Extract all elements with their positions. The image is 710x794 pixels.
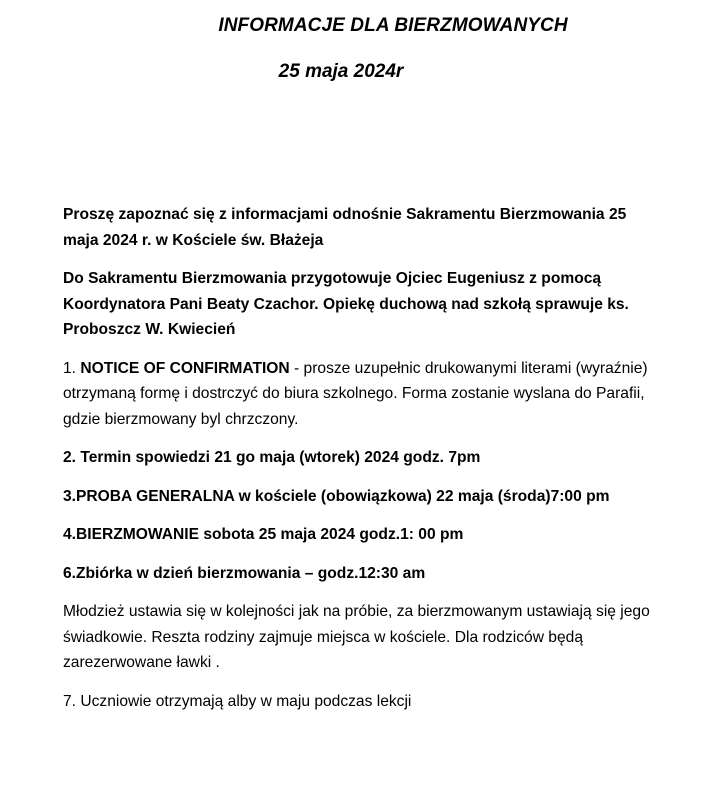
preparation-paragraph: Do Sakramentu Bierzmowania przygotowuje Ojciec Eugeniusz z pomocą Koordynatora Pani Beaty Czachor. Opiekę duchową nad szkołą sprawuje ks. Proboszcz W. Kwiecień: [63, 270, 629, 338]
document-date: 25 maja 2024r: [278, 61, 404, 82]
intro-paragraph: Proszę zapoznać się z informacjami odnośnie Sakramentu Bierzmowania 25 maja 2024 r. w Kościele św. Błażeja: [63, 206, 627, 249]
document-body: [63, 202, 663, 727]
item-3-paragraph: 3.PROBA GENERALNA w kościele (obowiązkowa) 22 maja (środa)7:00 pm: [63, 487, 610, 505]
item-4-paragraph: 4.BIERZMOWANIE sobota 25 maja 2024 godz.1: 00 pm: [63, 526, 464, 543]
document-title: INFORMACJE DLA BIERZMOWANYCH: [218, 15, 568, 36]
item-1-heading: NOTICE OF CONFIRMATION: [80, 359, 290, 377]
item-2-paragraph: 2. Termin spowiedzi 21 go maja (wtorek) 2024 godz. 7pm: [63, 449, 481, 466]
item-1-text: - prosze uzupełnic drukowanymi literami (wyraźnie) otrzymaną formę i dostrczyć do biura szkolnego. Forma zostanie wyslana do Parafii, gdzie bierzmowany byl chrzczony.: [63, 359, 648, 428]
item-1-number: 1.: [63, 359, 81, 377]
item-6-paragraph: 6.Zbiórka w dzień bierzmowania – godz.12:30 am: [63, 564, 426, 582]
item-7-paragraph: 7. Uczniowie otrzymają alby w maju podczas lekcji: [63, 692, 412, 710]
item-6-details: Młodzież ustawia się w kolejności jak na próbie, za bierzmowanym ustawiają się jego świadkowie. Reszta rodziny zajmuje miejsca w kościele. Dla rodziców będą zarezerwowane ławki .: [63, 603, 650, 671]
item-1-paragraph: [63, 356, 663, 433]
